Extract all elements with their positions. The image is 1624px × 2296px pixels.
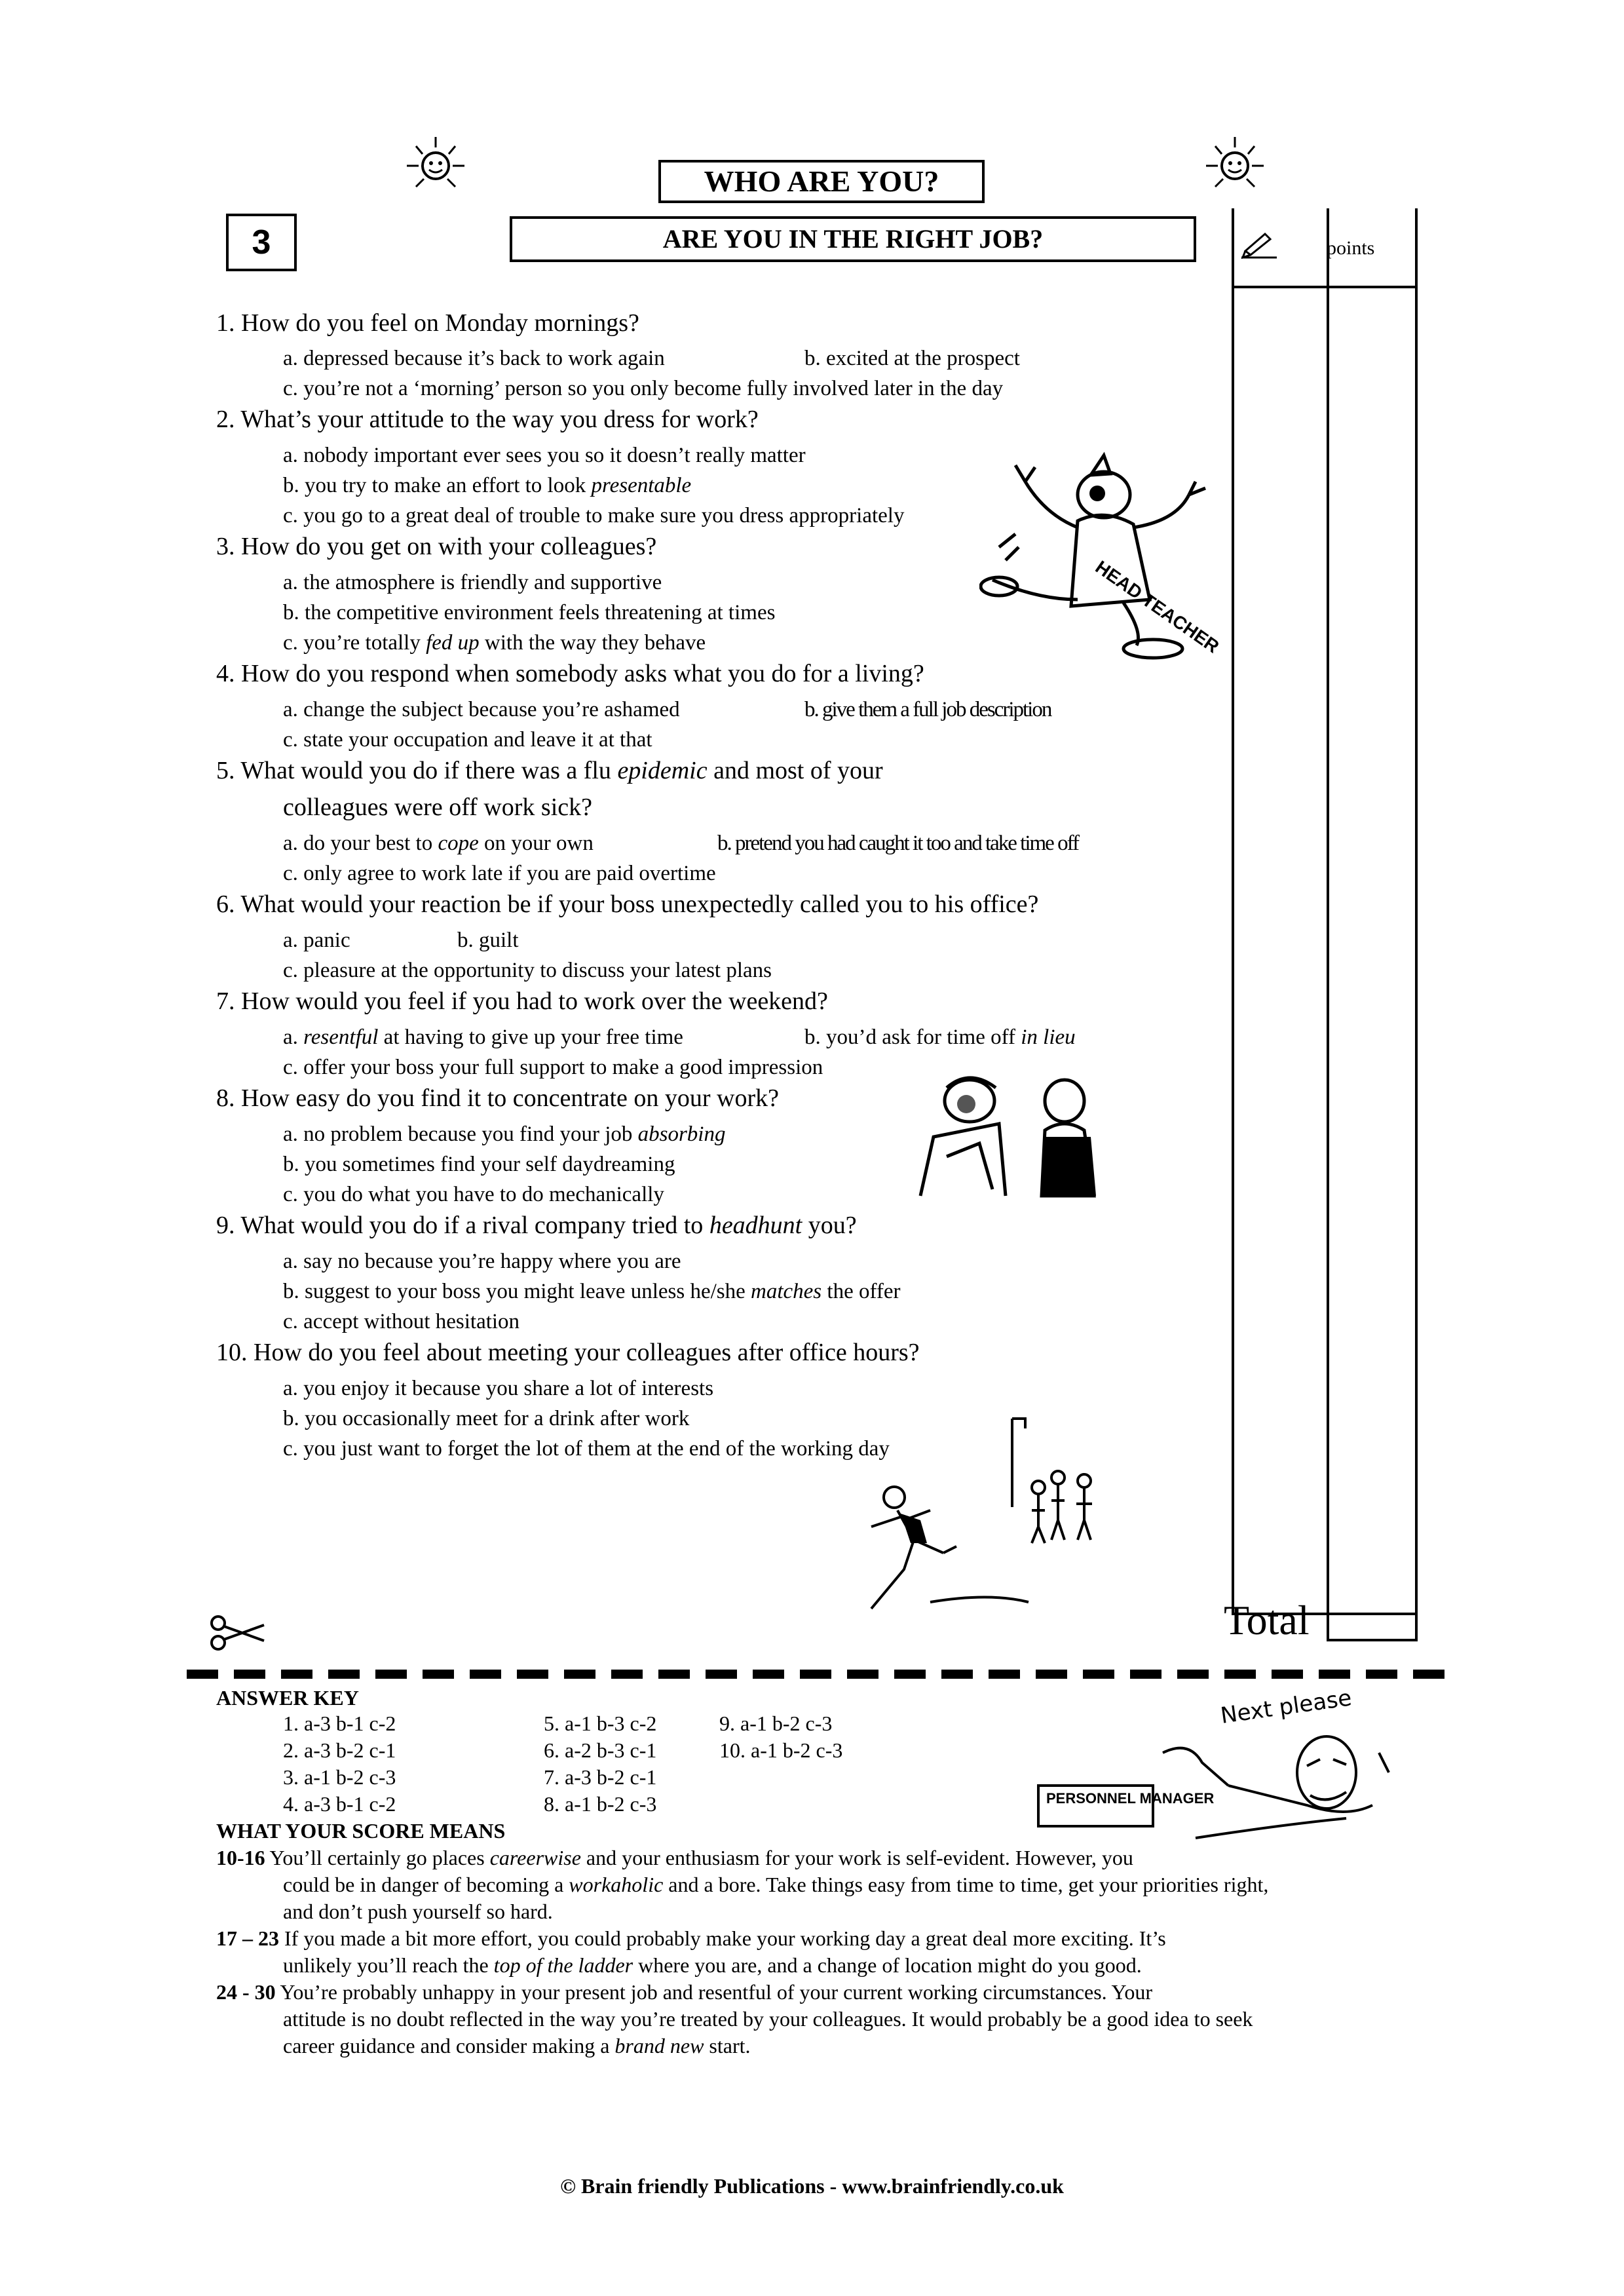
running-man-cartoon	[858, 1412, 1140, 1622]
question-3: 3. How do you get on with your colleagues?	[216, 533, 657, 560]
q5-option-c: c. only agree to work late if you are paid overtime	[283, 862, 716, 885]
worksheet-number: 3	[226, 214, 297, 271]
q6-option-a: a. panic	[283, 928, 350, 952]
answer-key-item: 2. a-3 b-2 c-1	[283, 1738, 396, 1762]
next-please-label: Next please	[1218, 1687, 1353, 1729]
q9-option-b: b. suggest to your boss you might leave unless he/she matches the offer	[283, 1280, 901, 1303]
answer-key-heading: ANSWER KEY	[216, 1686, 359, 1710]
q8-option-a: a. no problem because you find your job absorbing	[283, 1122, 726, 1146]
q6-option-c: c. pleasure at the opportunity to discuss your latest plans	[283, 959, 772, 982]
q2-option-b: b. you try to make an effort to look presentable	[283, 474, 692, 497]
question-1: 1. How do you feel on Monday mornings?	[216, 309, 639, 337]
question-7: 7. How would you feel if you had to work over the weekend?	[216, 987, 828, 1015]
question-6: 6. What would your reaction be if your boss unexpectedly called you to his office?	[216, 890, 1039, 918]
q7-option-a: a. resentful at having to give up your free time	[283, 1025, 683, 1049]
q9-option-c: c. accept without hesitation	[283, 1310, 520, 1333]
total-label: Total	[1224, 1597, 1310, 1643]
page-subtitle: ARE YOU IN THE RIGHT JOB?	[510, 216, 1196, 262]
head-teacher-label: HEAD TEACHER	[1091, 556, 1222, 657]
q10-option-b: b. you occasionally meet for a drink after work	[283, 1407, 690, 1430]
sun-icon-left	[403, 134, 468, 193]
pen-icon	[1240, 226, 1279, 259]
points-column-divider	[1327, 208, 1329, 1640]
score-range-1-line-1: 10-16 You’ll certainly go places careerwise and your enthusiasm for your work is self-evident. However, you	[216, 1846, 1133, 1869]
q9-option-a: a. say no because you’re happy where you are	[283, 1250, 681, 1273]
q1-option-c: c. you’re not a ‘morning’ person so you only become fully involved later in the day	[283, 377, 1004, 400]
score-heading: WHAT YOUR SCORE MEANS	[216, 1819, 506, 1843]
q5-option-a: a. do your best to cope on your own	[283, 832, 594, 855]
q3-option-c: c. you’re totally fed up with the way they behave	[283, 631, 706, 655]
score-range-1-line-2: could be in danger of becoming a workaholic and a bore. Take things easy from time to time, get your priorities right,	[283, 1873, 1269, 1896]
cut-line	[187, 1670, 1451, 1679]
question-5: 5. What would you do if there was a flu epidemic and most of your	[216, 757, 883, 784]
q10-option-a: a. you enjoy it because you share a lot of interests	[283, 1377, 714, 1400]
q8-option-c: c. you do what you have to do mechanically	[283, 1183, 664, 1206]
q1-option-b: b. excited at the prospect	[804, 347, 1020, 370]
score-range-3-line-1: 24 - 30 You’re probably unhappy in your present job and resentful of your current working circumstances. Your	[216, 1980, 1153, 2004]
answer-key-item: 5. a-1 b-3 c-2	[544, 1712, 657, 1735]
answer-key-item: 1. a-3 b-1 c-2	[283, 1712, 396, 1735]
question-10: 10. How do you feel about meeting your colleagues after office hours?	[216, 1339, 920, 1366]
q3-option-b: b. the competitive environment feels threatening at times	[283, 601, 776, 624]
q5-option-b: b. pretend you had caught it too and take time off	[717, 832, 1078, 855]
question-2: 2. What’s your attitude to the way you dress for work?	[216, 406, 759, 433]
score-range-1-line-3: and don’t push yourself so hard.	[283, 1900, 553, 1923]
points-header-underline	[1232, 286, 1418, 288]
q1-option-a: a. depressed because it’s back to work again	[283, 347, 665, 370]
answer-key-item: 7. a-3 b-2 c-1	[544, 1765, 657, 1789]
answer-key-item: 4. a-3 b-1 c-2	[283, 1792, 396, 1816]
score-range-3-line-2: attitude is no doubt reflected in the way you’re treated by your colleagues. It would probably be a good idea to seek	[283, 2007, 1253, 2031]
answer-key-item: 8. a-1 b-2 c-3	[544, 1792, 657, 1816]
sun-icon-right	[1202, 134, 1268, 193]
personnel-manager-label: PERSONNEL MANAGER	[1046, 1790, 1215, 1807]
score-range-3-line-3: career guidance and consider making a brand new start.	[283, 2034, 751, 2057]
question-5-continued: colleagues were off work sick?	[283, 794, 592, 821]
total-box-bottom	[1327, 1639, 1418, 1641]
answer-key-item: 3. a-1 b-2 c-3	[283, 1765, 396, 1789]
q4-option-a: a. change the subject because you’re ashamed	[283, 698, 680, 721]
q4-option-c: c. state your occupation and leave it at that	[283, 728, 652, 752]
question-9: 9. What would you do if a rival company tried to headhunt you?	[216, 1212, 857, 1239]
score-range-2-line-1: 17 – 23 If you made a bit more effort, you could probably make your working day a great deal more exciting. It’s	[216, 1926, 1166, 1950]
page-title: WHO ARE YOU?	[658, 160, 985, 203]
footer-copyright: © Brain friendly Publications - www.brainfriendly.co.uk	[560, 2174, 1064, 2198]
q2-option-c: c. you go to a great deal of trouble to make sure you dress appropriately	[283, 504, 905, 527]
points-column-right-border	[1415, 208, 1418, 1640]
points-label: points	[1327, 237, 1375, 259]
points-column-left-border	[1232, 208, 1234, 1614]
q7-option-c: c. offer your boss your full support to make a good impression	[283, 1056, 823, 1079]
q7-option-b: b. you’d ask for time off in lieu	[804, 1025, 1076, 1049]
q3-option-a: a. the atmosphere is friendly and supportive	[283, 571, 662, 594]
scissors-icon	[208, 1613, 267, 1653]
question-4: 4. How do you respond when somebody asks what you do for a living?	[216, 660, 924, 687]
question-8: 8. How easy do you find it to concentrate on your work?	[216, 1084, 780, 1112]
head-teacher-cartoon	[979, 436, 1222, 672]
personnel-manager-cartoon	[1032, 1687, 1399, 1858]
answer-key-item: 6. a-2 b-3 c-1	[544, 1738, 657, 1762]
office-workers-cartoon	[907, 1065, 1104, 1206]
answer-key-item: 10. a-1 b-2 c-3	[719, 1738, 843, 1762]
q8-option-b: b. you sometimes find your self daydreaming	[283, 1153, 675, 1176]
score-range-2-line-2: unlikely you’ll reach the top of the ladder where you are, and a change of location might do you good.	[283, 1953, 1142, 1977]
q6-option-b: b. guilt	[457, 928, 519, 952]
answer-key-item: 9. a-1 b-2 c-3	[719, 1712, 833, 1735]
q10-option-c: c. you just want to forget the lot of them at the end of the working day	[283, 1437, 890, 1461]
q4-option-b: b. give them a full job description	[804, 698, 1051, 721]
q2-option-a: a. nobody important ever sees you so it doesn’t really matter	[283, 444, 806, 467]
